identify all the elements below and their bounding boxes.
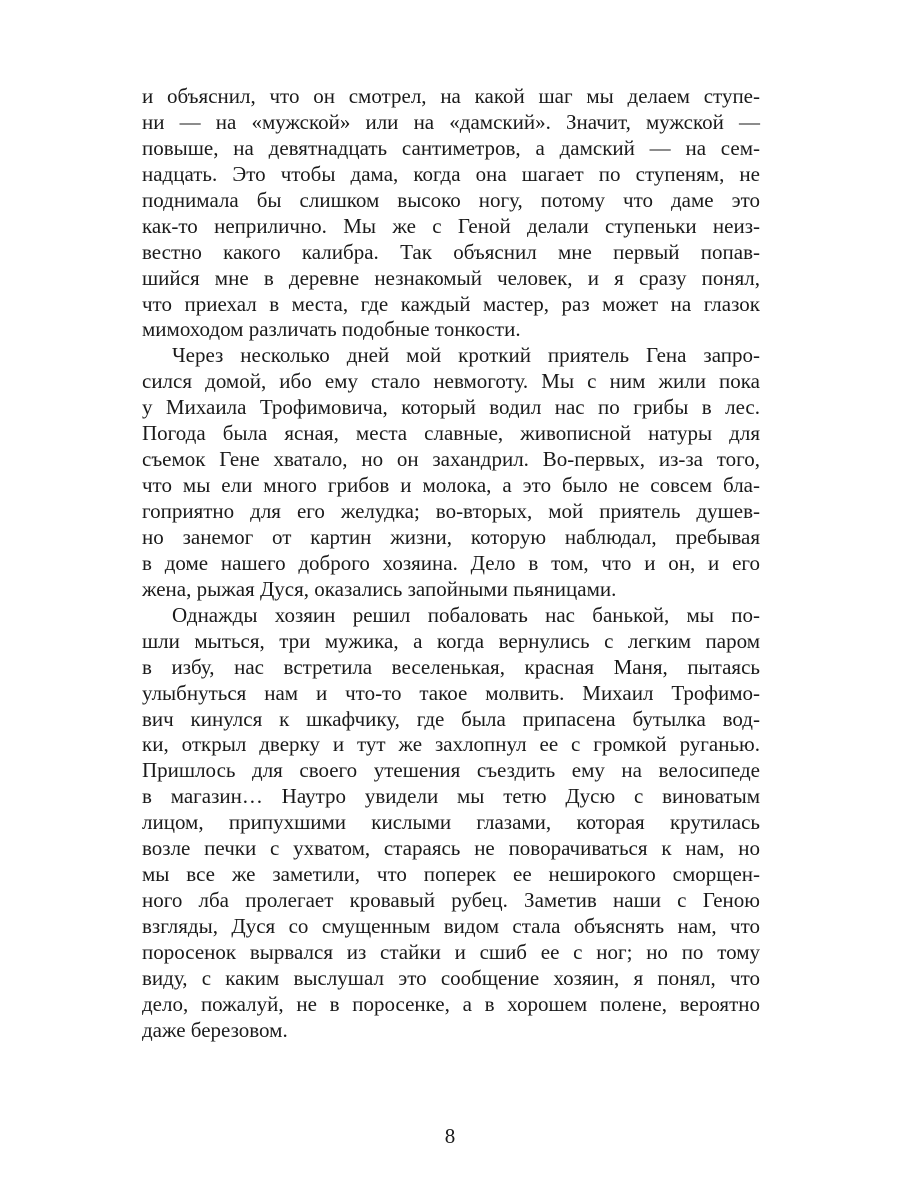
- text-line: и объяснил, что он смотрел, на какой шаг мы делаем ступе-: [142, 84, 760, 108]
- text-line: мимоходом различать подобные тонкости.: [142, 317, 521, 342]
- text-line: улыбнуться нам и что-то такое молвить. Михаил Трофимо-: [142, 680, 760, 705]
- text-line: что приехал в места, где каждый мастер, раз может на глазок: [142, 291, 760, 316]
- text-line: мы все же заметили, что поперек ее неширокого сморщен-: [142, 862, 760, 887]
- text-line: поросенок вырвался из стайки и сшиб ее с ног; но по тому: [142, 939, 760, 964]
- text-line: ни — на «мужской» или на «дамский». Значит, мужской —: [142, 109, 760, 134]
- text-line: повыше, на девятнадцать сантиметров, а дамский — на сем-: [142, 135, 760, 160]
- text-line: съемок Гене хватало, но он захандрил. Во-первых, из-за того,: [142, 447, 760, 472]
- page-number: 8: [444, 1124, 456, 1148]
- text-line: что мы ели много грибов и молока, а это было не совсем бла-: [142, 473, 760, 498]
- text-line: вестно какого калибра. Так объяснил мне первый попав-: [142, 239, 760, 264]
- text-line: шли мыться, три мужика, а когда вернулись с легким паром: [142, 628, 760, 653]
- text-line: гоприятно для его желудка; во-вторых, мой приятель душев-: [142, 499, 760, 523]
- text-line: даже березовом.: [142, 1017, 288, 1042]
- text-line: поднимала бы слишком высоко ногу, потому что даме это: [142, 187, 760, 212]
- text-line: ки, открыл дверку и тут же захлопнул ее с громкой руганью.: [142, 732, 760, 757]
- text-line: возле печки с ухватом, стараясь не поворачиваться к нам, но: [142, 836, 760, 861]
- text-line: в избу, нас встретила веселенькая, красная Маня, пытаясь: [142, 654, 760, 679]
- text-line: жена, рыжая Дуся, оказались запойными пьяницами.: [142, 576, 617, 601]
- text-line: как-то неприлично. Мы же с Геной делали ступеньки неиз-: [142, 213, 760, 238]
- text-line: сился домой, ибо ему стало невмоготу. Мы с ним жили пока: [142, 369, 760, 394]
- text-line: Однажды хозяин решил побаловать нас банькой, мы по-: [172, 602, 760, 627]
- text-line: Через несколько дней мой кроткий приятель Гена запро-: [172, 343, 760, 368]
- text-line: в магазин… Наутро увидели мы тетю Дусю с виноватым: [142, 784, 760, 809]
- text-line: вич кинулся к шкафчику, где была припасена бутылка вод-: [142, 706, 760, 731]
- text-line: шийся мне в деревне незнакомый человек, и я сразу понял,: [142, 265, 760, 290]
- text-line: Погода была ясная, места славные, живописной натуры для: [142, 421, 760, 446]
- text-line: надцать. Это чтобы дама, когда она шагает по ступеням, не: [142, 161, 760, 186]
- text-line: у Михаила Трофимовича, который водил нас по грибы в лес.: [142, 395, 760, 420]
- text-line: лицом, припухшими кислыми глазами, которая крутилась: [142, 810, 760, 835]
- text-line: виду, с каким выслушал это сообщение хозяин, я понял, что: [142, 965, 760, 990]
- text-line: дело, пожалуй, не в поросенке, а в хорошем полене, вероятно: [142, 991, 760, 1016]
- text-line: взгляды, Дуся со смущенным видом стала объяснять нам, что: [142, 914, 760, 938]
- text-line: Пришлось для своего утешения съездить ему на велосипеде: [142, 758, 760, 783]
- text-line: ного лба пролегает кровавый рубец. Заметив наши с Геною: [142, 888, 760, 913]
- body-text: [142, 84, 760, 1044]
- text-line: но занемог от картин жизни, которую наблюдал, пребывая: [142, 524, 760, 549]
- text-line: в доме нашего доброго хозяина. Дело в том, что и он, и его: [142, 550, 760, 575]
